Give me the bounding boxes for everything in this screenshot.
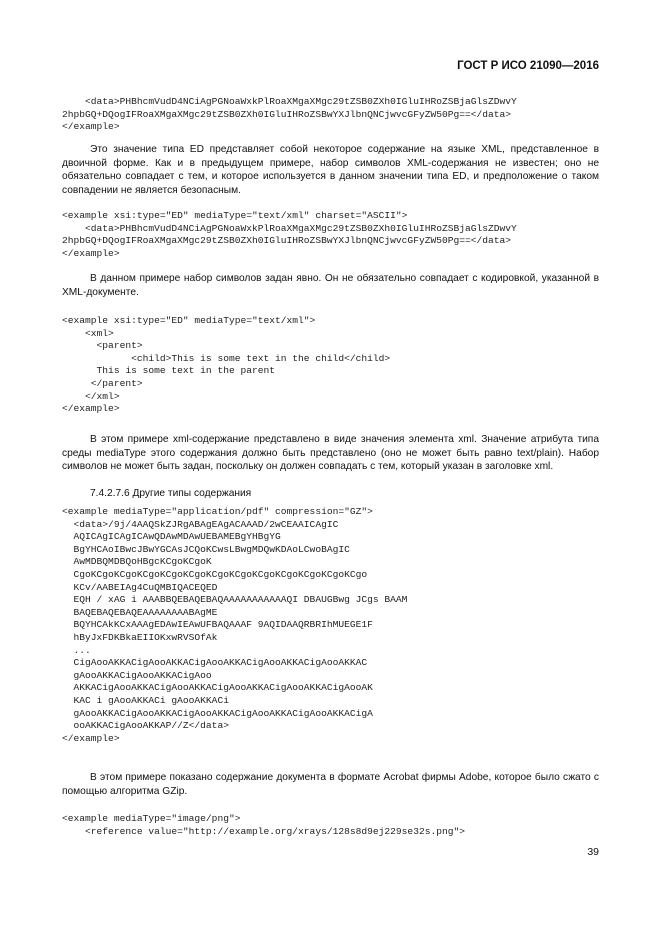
code-line: <reference value="http://example.org/xrays/128s8d9ej229se32s.png">: [62, 825, 466, 837]
code-line: BgYHCAoIBwcJBwYGCAsJCQoKCwsLBwgMDQwKDAoLCwoBAgIC: [62, 543, 350, 555]
code-line: <example mediaType="image/png">: [62, 813, 241, 824]
code-line: 2hpbGQ+DQogIFRoaXMgaXMgc29tZSB0ZXh0IGluIHRoZSBwYXJlbnQNCjwvcGFyZW50Pg==</data>: [62, 108, 512, 120]
section-subheading: 7.4.2.7.6 Другие типы содержания: [90, 488, 252, 499]
code-line: gAooAKKACigAooAKKACigAoo: [62, 669, 212, 681]
code-line: hByJxFDKBkaEIIOKxwRVSOfAk: [62, 631, 218, 643]
code-line: 2hpbGQ+DQogIFRoaXMgaXMgc29tZSB0ZXh0IGluIHRoZSBwYXJlbnQNCjwvcGFyZW50Pg==</data>: [62, 235, 512, 247]
code-line: KAC i gAooAKKACi gAooAKKACi: [62, 694, 229, 706]
code-line: <data>/9j/4AAQSkZJRgABAgEAgACAAAD/2wCEAAICAgIC: [62, 518, 339, 530]
code-line: AQICAgICAgICAwQDAwMDAwUEBAMEBgYHBgYG: [62, 531, 281, 543]
code-line: <example mediaType="application/pdf" compression="GZ">: [62, 506, 373, 517]
code-line: AwMDBQMDBQoHBgcKCgoKCgoK: [62, 556, 212, 568]
code-line: </xml>: [62, 390, 120, 402]
code-line: CgoKCgoKCgoKCgoKCgoKCgoKCgoKCgoKCgoKCgoKCgoKCgoKCgo: [62, 568, 368, 580]
code-line: AKKACigAooAKKACigAooAKKACigAooAKKACigAooAKKACigAooAK: [62, 682, 373, 694]
code-line: EQH / xAG i AAABBQEBAQEBAQAAAAAAAAAAAQI DBAUGBwg JCgs BAAM: [62, 594, 408, 606]
code-line: <example xsi:type="ED" mediaType="text/xml" charset="ASCII">: [62, 210, 408, 221]
code-line: <example xsi:type="ED" mediaType="text/xml">: [62, 315, 316, 326]
code-line: CigAooAKKACigAooAKKACigAooAKKACigAooAKKACigAooAKKAC: [62, 657, 368, 669]
paragraph-4: В этом примере показано содержание документа в формате Acrobat фирмы Adobe, которое было сжато с помощью алгоритма GZip.: [62, 772, 599, 797]
code-block-1: [62, 96, 602, 134]
code-line: <data>PHBhcmVudD4NCiAgPGNoaWxkPlRoaXMgaXMgc29tZSB0ZXh0IGluIHRoZSBjaGlsZDwvY: [62, 222, 517, 234]
code-line: <data>PHBhcmVudD4NCiAgPGNoaWxkPlRoaXMgaXMgc29tZSB0ZXh0IGluIHRoZSBjaGlsZDwvY: [62, 96, 517, 107]
paragraph-3: В этом примере xml-содержание представлено в виде значения элемента xml. Значение атрибута типа среды mediaType этого содержания должно быть представлено (оно не может быть равно text/plain). Набор символов не может быть задан, поскольку он должен совпадать с тем, который указан в заголовке xml.: [62, 434, 599, 473]
document-header: ГОСТ Р ИСО 21090—2016: [457, 60, 599, 72]
code-line: gAooAKKACigAooAKKACigAooAKKACigAooAKKACigAooAKKACigA: [62, 707, 373, 719]
code-line: <parent>: [62, 340, 143, 352]
code-block-4: [62, 506, 602, 745]
code-line: </example>: [62, 121, 120, 133]
paragraph-2: В данном примере набор символов задан явно. Он не обязательно совпадает с кодировкой, указанной в XML-документе.: [62, 273, 599, 298]
code-line: <xml>: [62, 327, 114, 339]
code-line: ooAKKACigAooAKKAP//Z</data>: [62, 720, 229, 732]
code-block-5: [62, 813, 602, 838]
code-block-2: [62, 210, 602, 260]
code-block-3: [62, 315, 602, 416]
code-line: ...: [62, 644, 91, 656]
code-line: </example>: [62, 403, 120, 415]
code-line: </parent>: [62, 377, 143, 389]
page-number: 39: [587, 846, 599, 858]
code-line: </example>: [62, 247, 120, 259]
code-line: BQYHCAkKCxAAAgEDAwIEAwUFBAQAAAF 9AQIDAAQRBRIhMUEGE1F: [62, 619, 373, 631]
paragraph-1: Это значение типа ED представляет собой некоторое содержание на языке XML, представленное в двоичной форме. Как и в предыдущем примере, набор символов XML-содержания не известен; оно не обязательно совпадает с тем, и которое используется в данном значении типа ED, и предположение о таком совпадении не является безопасным.: [62, 144, 599, 196]
code-line: BAQEBAQEBAQEAAAAAAAABAgME: [62, 606, 218, 618]
code-line: <child>This is some text in the child</child>: [62, 352, 391, 364]
code-line: KCv/AABEIAg4CuQMBIQACEQED: [62, 581, 218, 593]
code-line: This is some text in the parent: [62, 365, 276, 377]
code-line: </example>: [62, 732, 120, 744]
